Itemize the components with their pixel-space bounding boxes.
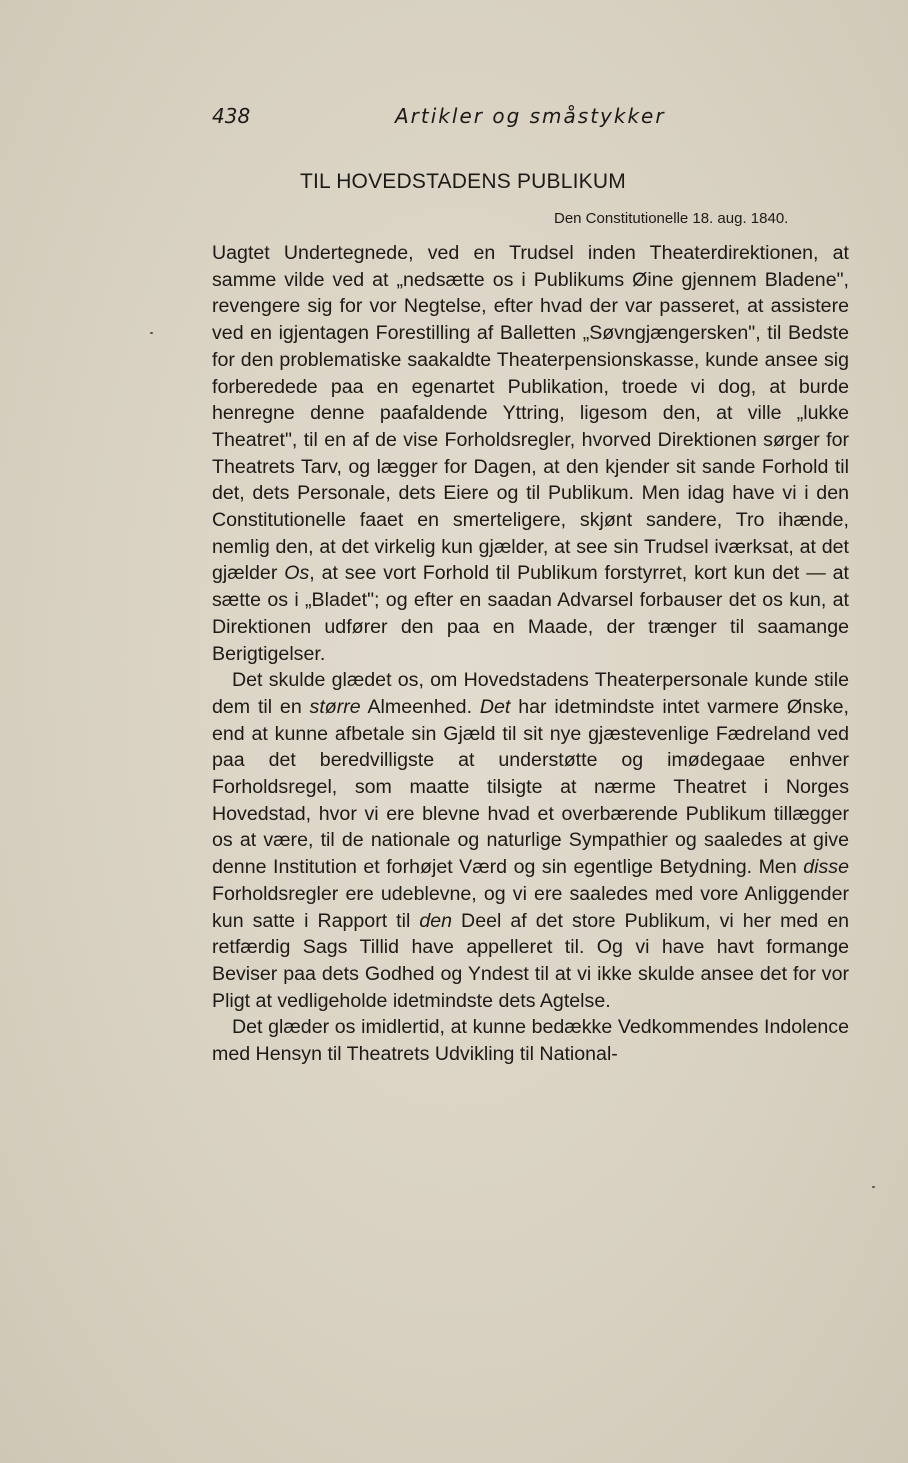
text-run: Almeenhed. bbox=[360, 695, 480, 718]
text-run: Forholdsregler ere udeblevne, og vi ere saaledes med vore Anliggender kun satte i Rapport til bbox=[212, 882, 849, 932]
article-title: TIL HOVEDSTADENS PUBLIKUM bbox=[300, 170, 626, 193]
running-head bbox=[212, 100, 852, 134]
emphasis-text: større bbox=[309, 695, 361, 718]
running-title: Artikler og småstykker bbox=[395, 104, 666, 128]
source-citation: Den Constitutionelle 18. aug. 1840. bbox=[554, 210, 789, 227]
page-number: 438 bbox=[212, 104, 251, 128]
paper-speck bbox=[150, 332, 153, 334]
emphasis-text: Os bbox=[284, 562, 310, 585]
emphasis-text: den bbox=[419, 909, 453, 932]
paper-speck bbox=[872, 1186, 875, 1188]
text-run: har idetmindste intet varmere Ønske, end at kunne afbetale sin Gjæld til sit nye gjæstevenlige Fædreland ved paa det beredvilligste at understøtte og imødegaae enhver Forholdsregel, som maatte tilsigte at nærme Theatret i Norges Hovedstad, hvor vi ere blevne hvad et overbærende Publikum tillægger os at være, til de nationale og naturlige Sympathier og saaledes at give denne Institution et forhøjet Værd og sin egentlige Betydning. Men bbox=[212, 695, 849, 879]
text-run: Det glæder os imidlertid, at kunne bedække Vedkommendes Indolence med Hensyn til Theatrets Udvikling til National- bbox=[212, 1016, 849, 1066]
emphasis-text: disse bbox=[803, 856, 849, 879]
emphasis-text: Det bbox=[479, 695, 511, 718]
paragraph bbox=[212, 667, 849, 1014]
text-run: Uagtet Undertegnede, ved en Trudsel inden Theaterdirektionen, at samme vilde ved at „nedsætte os i Publikums Øine gjennem Bladene", revengere sig for vor Negtelse, efter hvad der var passeret, at assistere ved en igjentagen Forestilling af Balletten „Søvngjængersken", til Bedste for den problematiske saakaldte Theaterpensionskasse, kunde ansee sig forberedede paa en egenartet Publikation, troede vi dog, at burde henregne denne paafaldende Yttring, ligesom den, at ville „lukke Theatret", til en af de vise Forholdsregler, hvorved Direktionen sørger for Theatrets Tarv, og lægger for Dagen, at den kjender sit sande Forhold til det, dets Personale, dets Eiere og til Publikum. Men idag have vi i den Constitutionelle faaet en smerteligere, skjønt sandere, Tro ihænde, nemlig den, at det virkelig kun gjælder, at see sin Trudsel iværksat, at det gjælder bbox=[212, 242, 849, 585]
article-body bbox=[212, 240, 849, 1068]
text-run: Deel af det store Publikum, vi her med en retfærdig Sags Tillid have appelleret til. Og vi have havt formange Beviser paa dets Godhed og Yndest til at vi ikke skulde ansee det for vor Pligt at vedligeholde idetmindste dets Agtelse. bbox=[212, 909, 849, 1012]
text-run: , at see vort Forhold til Publikum forstyrret, kort kun det — at sætte os i „Bladet"; og efter en saadan Advarsel forbauser det os kun, at Direktionen udfører den paa en Maade, der trænger til saamange Berigtigelser. bbox=[212, 562, 849, 665]
paragraph bbox=[212, 240, 849, 667]
paragraph bbox=[212, 1014, 849, 1067]
text-run: Det skulde glædet os, om Hovedstadens Theaterpersonale kunde stile dem til en bbox=[212, 669, 849, 718]
